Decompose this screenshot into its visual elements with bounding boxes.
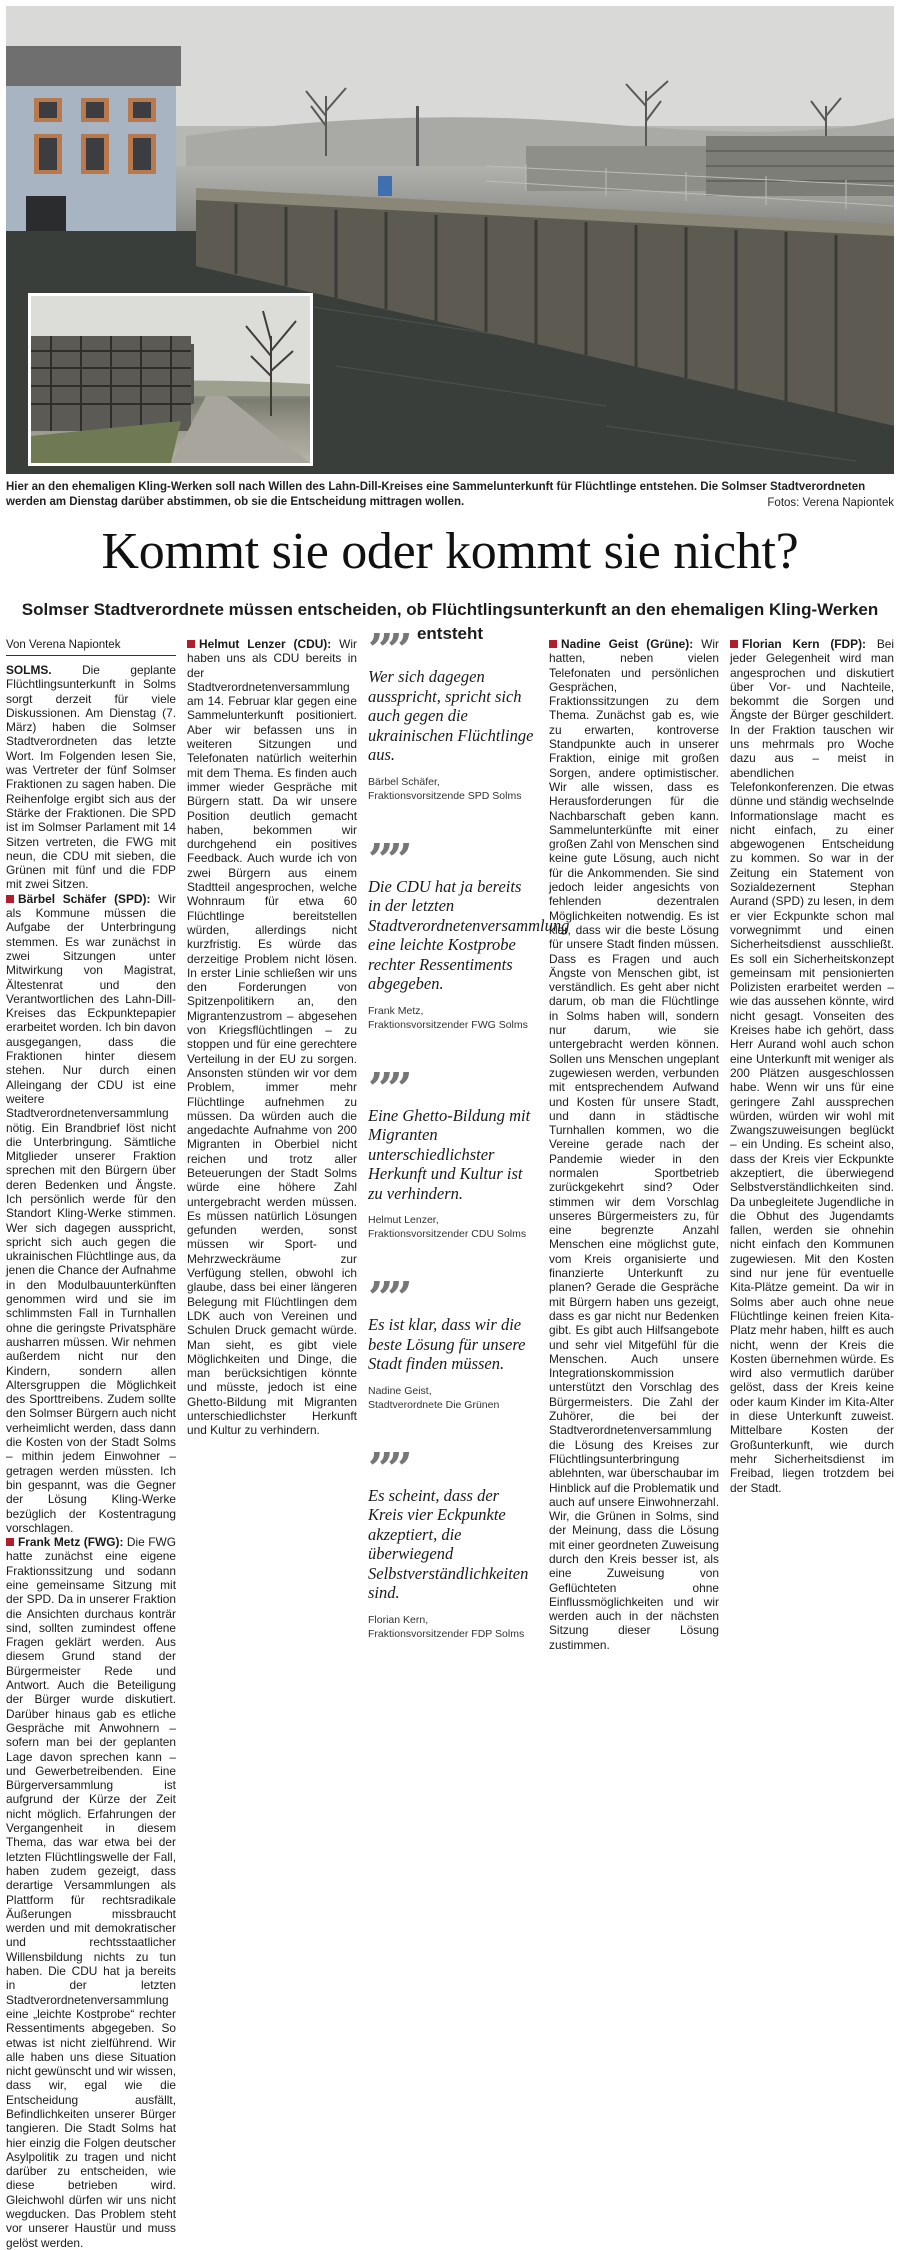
bullet-square-icon	[6, 1538, 14, 1546]
quote-text: Es scheint, dass der Kreis vier Eckpunkte akzeptiert, die überwiegend Selbstverständlichkeiten sind.	[368, 1485, 529, 1602]
intro-paragraph	[6, 663, 176, 892]
statement-lenzer	[187, 637, 357, 1438]
statement-metz-text: Die FWG hatte zunächst eine eigene Fraktionssitzung und sodann eine gemeinsame Sitzung mit der SPD. Da in unserer Fraktion die Ansichten durchaus konträr sind, sollten zumindest offene Fragen geklärt werden. Aus diesem Grund stand der Bürgermeister Rede und Antwort. Auch die Beteiligung der Bürger wurde diskutiert. Darüber hinaus gab es etliche Gespräche mit Anwohnern – sofern man bei der geplanten Lage davon sprechen kann – und Gewerbetreibenden. Eine Bürgerversammlung ist aufgrund der Kürze der Zeit nicht möglich. Erfahrungen der Vergangenheit in diesem Thema, das war etwa bei der letzten Flüchtlingswelle der Fall, haben zudem gezeigt, dass derartige Versammlungen als Plattform für rechtsradikale Äußerungen missbraucht werden und mit demokratischer und rechtsstaatlicher Willensbildung nichts zu tun haben. Die CDU hat ja bereits in der letzten Stadtverordnetenversammlung eine „leichte Kostprobe“ rechter Ressentiments abgegeben. So etwas ist nicht zielführend. Wir alle haben uns diese Situation nicht gewünscht und wir wissen, dass wir, egal wie die Entscheidung ausfällt, Befindlichkeiten unserer Bürger tangieren. Die Stadt Solms hat hier einzig die Folgen deutscher Asylpolitik zu tragen und nicht darüber zu entscheiden, wie diese betrieben wird. Gleichwohl dürfen wir uns nicht wegducken. Das Problem steht vor unserer Haustür und muss gelöst werden.	[6, 1535, 176, 2250]
quote-author: Helmut Lenzer,	[368, 1214, 439, 1226]
pull-quote-schaefer	[368, 625, 538, 803]
bullet-square-icon	[6, 895, 14, 903]
speaker-lenzer: Helmut Lenzer (CDU):	[199, 637, 332, 651]
quote-text: Wer sich dagegen ausspricht, spricht sich auch gegen die ukrainischen Flüchtlinge aus.	[368, 667, 534, 764]
article-column-4	[549, 637, 719, 1710]
pull-quote-metz	[368, 834, 570, 1032]
quotes-column	[368, 625, 570, 1710]
main-photo	[6, 6, 894, 474]
quote-mark-icon: ””	[368, 1443, 407, 1495]
photo-stacked-containers-road	[31, 296, 310, 463]
statement-geist-text: Wir hatten, neben vielen Telefonaten und persönlichen Gesprächen, Fraktionssitzungen zu dem Thema. Zunächst gab es, wie zu erwarten, kontroverse Standpunkte auch in unserer Fraktion, einige mit großen Sorgen, andere optimistischer. Wir alle wissen, dass es Herausforderungen für die Nachbarschaft geben kann. Sammelunterkünfte mit einer großen Zahl von Menschen sind keine gute Lösung, auch nicht für die Ankommenden. Sie sind jedoch leider angesichts von fehlenden dezentralen Möglichkeiten notwendig. Es ist klar, dass wir die beste Lösung für unsere Stadt finden müssen. Dass es Fragen und auch Ängste von Menschen gibt, ist verständlich. Es geht aber nicht darum, ob man die Flüchtlinge in Solms haben will, sondern nur darum, wie sie untergebracht werden können. Sollen uns Menschen ungeplant zugewiesen werden, verbunden mit entsprechendem Aufwand und Kosten für unsere Stadt, und dann in städtische Turnhallen kommen, wo die Vereine gerade nach der Pandemie wieder in den normalen Sportbetrieb zurückgekehrt sind? Oder stimmen wir dem Vorschlag unseres Bürgermeisters zu, für eine begrenzte Anzahl Menschen eine möglichst gute, vom Kreis organisierte und finanzierte Unterkunft zu planen? Gerade die Gespräche mit Bürgern haben uns gezeigt, dass es gar nicht nur Bedenken gibt. Es gibt auch Hilfsangebote und sehr viel Mitgefühl für die Menschen. Auch unsere Integrationskommission unterstützt den Vorschlag des Bürgermeisters. Die Zahl der Zuhörer, die bei der Stadtverordnetenversammlung die Lösung des Kreises zur Flüchtlingsunterbringung ablehnten, war überschaubar im Hinblick auf die Problematik und auch auf unsere Einwohnerzahl. Wir, die Grünen in Solms, sind der Meinung, dass die Lösung mit einer geordneten Zuweisung durch den Kreis besser ist, als eine Zuweisung von Geflüchteten ohne Einflussmöglichkeiten und wir werden auch in der nächsten Sitzung dieser Lösung zustimmen.	[549, 637, 719, 1652]
quote-mark-icon: ””	[368, 834, 407, 886]
speaker-geist: Nadine Geist (Grüne):	[561, 637, 694, 651]
pull-quote-geist	[368, 1273, 538, 1412]
pull-quote-lenzer	[368, 1063, 538, 1242]
quote-text: Es ist klar, dass wir die beste Lösung für unsere Stadt finden müssen.	[368, 1315, 526, 1373]
quote-role: Fraktionsvorsitzender CDU Solms	[368, 1228, 527, 1240]
quote-role: Fraktionsvorsitzender FDP Solms	[368, 1627, 525, 1640]
statement-kern-text: Bei jeder Gelegenheit wird man angesprochen und diskutiert über Vor- und Nachteile, bekommt die Sorgen und Ängste der Bürger geschildert. In der Fraktion tauschen wir uns mehrmals pro Woche dazu aus – meist in abendlichen Telefonkonferenzen. Die etwas dünne und ständig wechselnde Informationslage macht es nicht einfach, zu einer abgewogenen Entscheidung zu kommen. So war in der Zeitung ein Statement von Sozialdezernent Stephan Aurand (SPD) zu lesen, in dem er vier Eckpunkte schon mal vorwegnimmt und einen Sicherheitsdienst ausschließt. Es soll ein Sicherheitskonzept gemeinsam mit pensionierten Polizisten erarbeitet werden – wie das aussehen könnte, wird nicht gesagt. Vonseiten des Kreises habe ich gehört, dass Herr Aurand wohl auch schon eine Unterkunft mit weniger als 200 Plätzen ausgeschlossen habe. Wenn wir uns für eine geringere Zahl aussprechen würden, würden wir wohl mit Zwangszuweisungen beglückt – ein Unding. Es scheint also, dass der Kreis vier Eckpunkte akzeptiert, die überwiegend Selbstverständlichkeiten sind. Da unbegleitete Jugendliche in die Obhut des Jugendamts fallen, werden sie ohnehin nicht einfach den Kommunen zugewiesen. Mit den Kosten sind nur jene für eventuelle Kita-Plätze gemeint. Da wir in Solms aber auch ohne neue Flüchtlinge keinen freien Kita-Platz mehr haben, hilft es auch nicht, wenn der Kreis die Kosten übernehmen würde. Es wird also vermutlich darüber gelöst, dass der Kreis keine oder kaum Kinder im Kita-Alter in diese Unterkunft zuweist. Mittelbare Kosten der Großunterkunft, wie durch mehr Sicherheitsdienst im Freibad, liegen trotzdem bei der Stadt.	[730, 637, 894, 1495]
bullet-square-icon	[187, 640, 195, 648]
quote-text: Eine Ghetto-Bildung mit Migranten unterschiedlichster Herkunft und Kultur ist zu verhindern.	[368, 1105, 531, 1203]
statement-geist	[549, 637, 719, 1652]
speaker-schaefer: Bärbel Schäfer (SPD):	[18, 891, 151, 906]
bullet-square-icon	[730, 640, 738, 648]
quote-role: Stadtverordnete Die Grünen	[368, 1398, 500, 1411]
dateline: SOLMS.	[6, 663, 52, 677]
quote-mark-icon: ””	[368, 1273, 407, 1324]
subheadline: Solmser Stadtverordnete müssen entscheiden, ob Flüchtlingsunterkunft an den ehemaligen Kling-Werken entsteht	[21, 600, 879, 643]
byline: Von Verena Napiontek	[6, 637, 176, 656]
quote-author: Frank Metz,	[368, 1004, 424, 1017]
bullet-square-icon	[549, 640, 557, 648]
statement-schaefer	[6, 892, 176, 1535]
photo-credit: Fotos: Verena Napiontek	[767, 497, 894, 509]
statement-schaefer-text: Wir als Kommune müssen die Aufgabe der Unterbringung stemmen. Es war zunächst in zwei Sitzungen unter Mitwirkung von Magistrat, Ältestenrat und den Verantwortlichen des Lahn-Dill-Kreises das Eckpunktepapier erarbeitet worden. Ich bin davon ausgegangen, dass die Fraktionen hinter diesem stehen. Nur durch einen Alleingang der CDU ist eine weitere Stadtverordnetenversammlung nötig. Ein Brandbrief löst nicht die Unterbringung. Sämtliche Mitglieder unserer Fraktion sprechen mit den Bürgern über deren Bedenken und Ängste. Ich persönlich werde für den Standort Kling-Werke stimmen. Wer sich dagegen ausspricht, spricht sich auch gegen die ukrainischen Flüchtlinge aus, da jenen die Chance der Aufnahme in den Modulbauunterkünften genommen wird und sie im schlimmsten Fall in Turnhallen ohne die geringste Privatsphäre ausharren müssen. Wir nehmen außerdem nicht nur den Kindern, sondern allen Altersgruppen die Möglichkeit des Sporttreibens. Zudem sollte den Solmser Bürgern auch nicht verheimlicht werden, dass dann die Kosten von der Stadt Solms – mithin jedem Einwohner – getragen werden müssten. Ich bin gespannt, was die Gegner der Lösung Kling-Werke bezüglich der Kostentragung vorschlagen.	[6, 891, 176, 1535]
quote-text: Die CDU hat ja bereits in der letzten Stadtverordnetenversammlung eine leichte Kostprobe rechter Ressentiments abgegeben.	[368, 876, 570, 993]
statement-kern	[730, 637, 894, 1495]
quote-author: Florian Kern,	[368, 1613, 429, 1626]
article-column-2	[187, 637, 357, 1710]
statement-lenzer-text: Wir haben uns als CDU bereits in der Stadtverordnetenversammlung am 14. Februar klar gegen eine Sammelunterkunft positioniert. Aber wir befassen uns in weiteren Sitzungen und Telefonaten natürlich weiterhin mit dem Thema. Es finden auch immer wieder Gespräche mit Bürgern statt. Da wir unsere Position deutlich gemacht haben, bekommen wir durchgehend ein positives Feedback. Auch wurde ich von zwei Bürgern aus einem Stadtteil angesprochen, welche Wohnraum für etwa 60 Flüchtlinge bereitstellen würden, allerdings nicht kurzfristig. Es würde das derzeitige Problem nicht lösen. In erster Linie schließen wir uns den Forderungen von Spitzenpolitikern an, den Migrantenzustrom – abgesehen von Kriegsflüchtlingen – zu stoppen und für eine gerechtere Verteilung in der EU zu sorgen. Ansonsten stünden wir vor dem Problem, immer mehr Flüchtlinge aufnehmen zu müssen. Da würden auch die angedachte Aufnahme von 200 Migranten in Oberbiel nicht reichen und trotz aller Beteuerungen der Stadt Solms würde eine höhere Zahl untergebracht werden müssen. Es müssen natürlich Lösungen gefunden werden, sonst müssen wir Sport- und Mehrzweckräume zur Verfügung stellen, obwohl ich glaube, dass bei einer längeren Belegung mit Flüchtlingen dem LDK auch von Vereinen und Schulen Druck gemacht würde. Man sieht, es gibt viele Möglichkeiten und Dinge, die man berücksichtigen könnte und müsste, jedoch ist eine Ghetto-Bildung mit Migranten unterschiedlichster Herkunft und Kultur zu verhindern.	[187, 637, 357, 1438]
article-column-5	[730, 637, 894, 1710]
statement-metz	[6, 1535, 176, 2250]
speaker-metz: Frank Metz (FWG):	[18, 1535, 124, 1550]
speaker-kern: Florian Kern (FDP):	[742, 637, 866, 651]
quote-role: Fraktionsvorsitzender FWG Solms	[368, 1018, 528, 1031]
intro-text: Die geplante Flüchtlingsunterkunft in Solms sorgt derzeit für viele Diskussionen. Am Dienstag (7. März) haben die Solmser Stadtverordneten das letzte Wort. Im Folgenden lesen Sie, was Vertreter der fünf Solmser Fraktionen zu sagen haben. Die Reihenfolge ergibt sich aus der Stärke der Fraktionen. Die SPD ist im Solmser Parlament mit 14 Sitzen vertreten, die FWG mit neun, die CDU mit sieben, die Grünen mit fünf und die FDP mit zwei Sitzen.	[6, 663, 176, 892]
article-column-1	[6, 637, 176, 2250]
quote-mark-icon: ””	[368, 1063, 407, 1115]
quote-author: Nadine Geist,	[368, 1384, 432, 1397]
quote-author: Bärbel Schäfer,	[368, 775, 440, 788]
inset-photo	[28, 293, 313, 466]
pull-quote-kern	[368, 1443, 538, 1641]
photo-caption: Hier an den ehemaligen Kling-Werken soll nach Willen des Lahn-Dill-Kreises eine Sammelunterkunft für Flüchtlinge entstehen. Die Solmser Stadtverordneten werden am Dienstag darüber abstimmen, ob sie die Entscheidung mittragen wollen.	[6, 481, 866, 508]
headline: Kommt sie oder kommt sie nicht?	[101, 523, 799, 580]
quote-mark-icon: ””	[368, 625, 407, 676]
quote-role: Fraktionsvorsitzende SPD Solms	[368, 789, 522, 802]
